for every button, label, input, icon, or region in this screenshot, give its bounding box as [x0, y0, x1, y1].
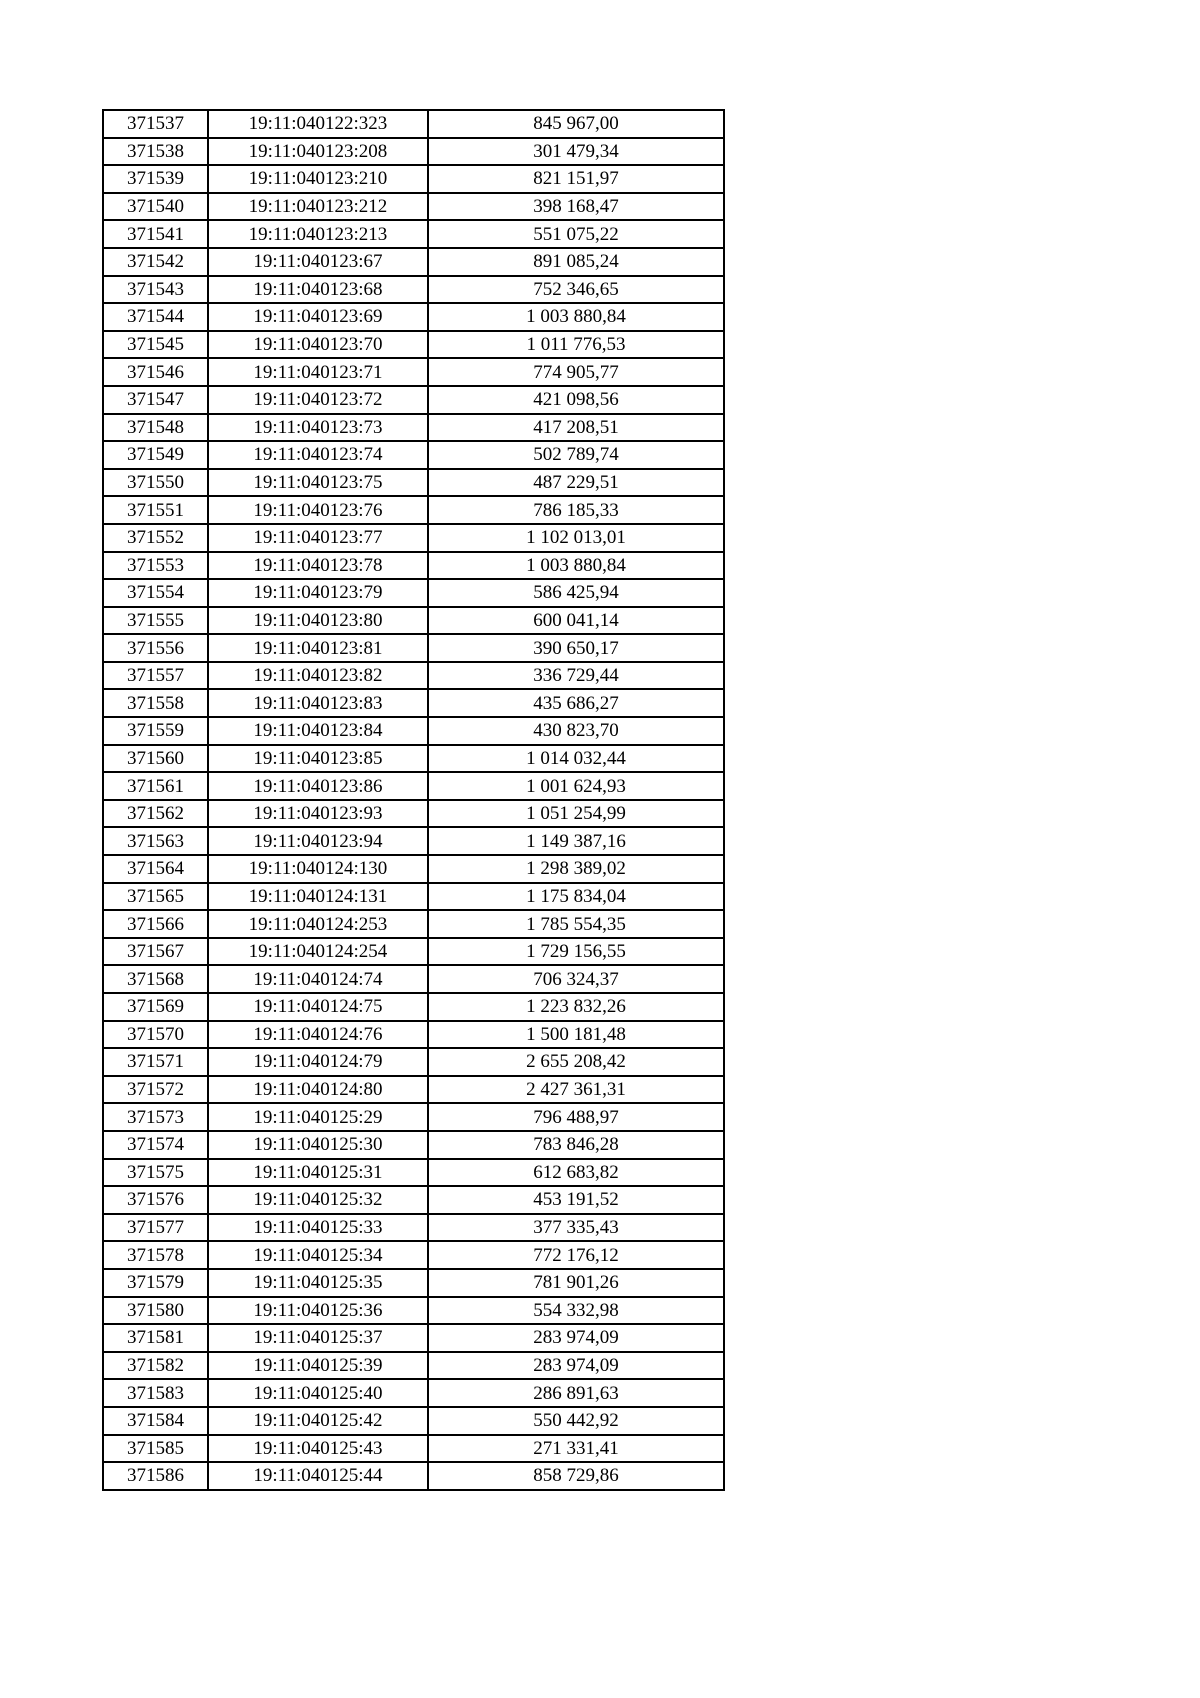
table-row: [103, 827, 724, 855]
row-number-cell: 371561: [103, 772, 208, 800]
cadastral-number-cell: 19:11:040125:30: [208, 1131, 428, 1159]
row-number-cell: 371579: [103, 1269, 208, 1297]
row-number-cell: 371584: [103, 1407, 208, 1435]
cadastral-number-cell: 19:11:040123:73: [208, 414, 428, 442]
table-row: [103, 607, 724, 635]
cadastral-value-cell: 858 729,86: [428, 1462, 724, 1490]
table-row: [103, 1407, 724, 1435]
table-row: [103, 717, 724, 745]
cadastral-number-cell: 19:11:040123:78: [208, 552, 428, 580]
row-number-cell: 371570: [103, 1021, 208, 1049]
cadastral-number-cell: 19:11:040124:75: [208, 993, 428, 1021]
cadastral-value-cell: 1 223 832,26: [428, 993, 724, 1021]
row-number-cell: 371573: [103, 1103, 208, 1131]
row-number-cell: 371552: [103, 524, 208, 552]
cadastral-number-cell: 19:11:040123:79: [208, 579, 428, 607]
row-number-cell: 371543: [103, 276, 208, 304]
row-number-cell: 371574: [103, 1131, 208, 1159]
cadastral-value-cell: 301 479,34: [428, 138, 724, 166]
cadastral-number-cell: 19:11:040124:131: [208, 883, 428, 911]
table-row: [103, 414, 724, 442]
table-row: [103, 1379, 724, 1407]
row-number-cell: 371550: [103, 469, 208, 497]
cadastral-value-cell: 781 901,26: [428, 1269, 724, 1297]
cadastral-number-cell: 19:11:040123:72: [208, 386, 428, 414]
row-number-cell: 371556: [103, 634, 208, 662]
table-row: [103, 965, 724, 993]
cadastral-number-cell: 19:11:040123:85: [208, 745, 428, 773]
cadastral-number-cell: 19:11:040125:37: [208, 1324, 428, 1352]
cadastral-value-cell: 1 729 156,55: [428, 938, 724, 966]
cadastral-number-cell: 19:11:040125:36: [208, 1297, 428, 1325]
table-row: [103, 386, 724, 414]
cadastral-number-cell: 19:11:040123:77: [208, 524, 428, 552]
row-number-cell: 371582: [103, 1352, 208, 1380]
cadastral-number-cell: 19:11:040125:43: [208, 1435, 428, 1463]
cadastral-number-cell: 19:11:040123:71: [208, 358, 428, 386]
table-row: [103, 165, 724, 193]
cadastral-number-cell: 19:11:040124:254: [208, 938, 428, 966]
row-number-cell: 371583: [103, 1379, 208, 1407]
cadastral-value-cell: 1 014 032,44: [428, 745, 724, 773]
cadastral-value-cell: 774 905,77: [428, 358, 724, 386]
table-row: [103, 1462, 724, 1490]
cadastral-value-cell: 453 191,52: [428, 1186, 724, 1214]
table-row: [103, 1241, 724, 1269]
cadastral-value-table: [102, 109, 725, 1491]
cadastral-value-cell: 554 332,98: [428, 1297, 724, 1325]
cadastral-number-cell: 19:11:040125:35: [208, 1269, 428, 1297]
cadastral-number-cell: 19:11:040123:93: [208, 800, 428, 828]
row-number-cell: 371564: [103, 855, 208, 883]
cadastral-value-cell: 1 785 554,35: [428, 910, 724, 938]
table-row: [103, 1297, 724, 1325]
cadastral-value-cell: 1 051 254,99: [428, 800, 724, 828]
cadastral-value-cell: 417 208,51: [428, 414, 724, 442]
row-number-cell: 371557: [103, 662, 208, 690]
table-row: [103, 772, 724, 800]
row-number-cell: 371565: [103, 883, 208, 911]
table-row: [103, 938, 724, 966]
cadastral-value-cell: 1 500 181,48: [428, 1021, 724, 1049]
cadastral-value-cell: 783 846,28: [428, 1131, 724, 1159]
cadastral-value-cell: 706 324,37: [428, 965, 724, 993]
cadastral-value-cell: 502 789,74: [428, 441, 724, 469]
cadastral-number-cell: 19:11:040123:210: [208, 165, 428, 193]
table-row: [103, 441, 724, 469]
cadastral-value-cell: 390 650,17: [428, 634, 724, 662]
row-number-cell: 371580: [103, 1297, 208, 1325]
cadastral-value-cell: 430 823,70: [428, 717, 724, 745]
cadastral-number-cell: 19:11:040123:212: [208, 193, 428, 221]
cadastral-number-cell: 19:11:040125:29: [208, 1103, 428, 1131]
row-number-cell: 371560: [103, 745, 208, 773]
row-number-cell: 371551: [103, 496, 208, 524]
cadastral-value-cell: 487 229,51: [428, 469, 724, 497]
cadastral-value-cell: 1 175 834,04: [428, 883, 724, 911]
cadastral-number-cell: 19:11:040124:79: [208, 1048, 428, 1076]
row-number-cell: 371546: [103, 358, 208, 386]
cadastral-number-cell: 19:11:040123:213: [208, 220, 428, 248]
table-row: [103, 138, 724, 166]
table-body: [103, 110, 724, 1490]
cadastral-value-cell: 421 098,56: [428, 386, 724, 414]
cadastral-number-cell: 19:11:040125:31: [208, 1159, 428, 1187]
row-number-cell: 371563: [103, 827, 208, 855]
row-number-cell: 371558: [103, 689, 208, 717]
cadastral-value-cell: 283 974,09: [428, 1324, 724, 1352]
table-row: [103, 1103, 724, 1131]
table-row: [103, 496, 724, 524]
cadastral-number-cell: 19:11:040125:42: [208, 1407, 428, 1435]
table-row: [103, 883, 724, 911]
cadastral-number-cell: 19:11:040123:70: [208, 331, 428, 359]
row-number-cell: 371585: [103, 1435, 208, 1463]
row-number-cell: 371544: [103, 303, 208, 331]
table-row: [103, 745, 724, 773]
row-number-cell: 371549: [103, 441, 208, 469]
cadastral-number-cell: 19:11:040124:130: [208, 855, 428, 883]
table-row: [103, 1186, 724, 1214]
row-number-cell: 371553: [103, 552, 208, 580]
cadastral-value-cell: 1 003 880,84: [428, 552, 724, 580]
cadastral-number-cell: 19:11:040124:80: [208, 1076, 428, 1104]
cadastral-value-cell: 752 346,65: [428, 276, 724, 304]
cadastral-value-cell: 821 151,97: [428, 165, 724, 193]
cadastral-value-cell: 612 683,82: [428, 1159, 724, 1187]
row-number-cell: 371576: [103, 1186, 208, 1214]
cadastral-value-cell: 550 442,92: [428, 1407, 724, 1435]
row-number-cell: 371571: [103, 1048, 208, 1076]
cadastral-value-cell: 586 425,94: [428, 579, 724, 607]
cadastral-number-cell: 19:11:040125:44: [208, 1462, 428, 1490]
table-row: [103, 331, 724, 359]
cadastral-value-cell: 435 686,27: [428, 689, 724, 717]
table-row: [103, 800, 724, 828]
cadastral-number-cell: 19:11:040123:81: [208, 634, 428, 662]
row-number-cell: 371586: [103, 1462, 208, 1490]
row-number-cell: 371554: [103, 579, 208, 607]
cadastral-value-cell: 772 176,12: [428, 1241, 724, 1269]
cadastral-value-cell: 1 298 389,02: [428, 855, 724, 883]
row-number-cell: 371578: [103, 1241, 208, 1269]
cadastral-number-cell: 19:11:040124:76: [208, 1021, 428, 1049]
table-row: [103, 855, 724, 883]
row-number-cell: 371547: [103, 386, 208, 414]
cadastral-value-cell: 271 331,41: [428, 1435, 724, 1463]
row-number-cell: 371581: [103, 1324, 208, 1352]
row-number-cell: 371562: [103, 800, 208, 828]
cadastral-number-cell: 19:11:040125:32: [208, 1186, 428, 1214]
table-row: [103, 1352, 724, 1380]
cadastral-number-cell: 19:11:040123:76: [208, 496, 428, 524]
cadastral-value-cell: 283 974,09: [428, 1352, 724, 1380]
cadastral-value-cell: 336 729,44: [428, 662, 724, 690]
row-number-cell: 371559: [103, 717, 208, 745]
cadastral-value-cell: 891 085,24: [428, 248, 724, 276]
cadastral-value-cell: 1 003 880,84: [428, 303, 724, 331]
cadastral-number-cell: 19:11:040124:74: [208, 965, 428, 993]
table-row: [103, 1159, 724, 1187]
row-number-cell: 371575: [103, 1159, 208, 1187]
row-number-cell: 371539: [103, 165, 208, 193]
cadastral-value-cell: 2 427 361,31: [428, 1076, 724, 1104]
cadastral-number-cell: 19:11:040123:67: [208, 248, 428, 276]
row-number-cell: 371577: [103, 1214, 208, 1242]
cadastral-value-cell: 845 967,00: [428, 110, 724, 138]
cadastral-number-cell: 19:11:040123:69: [208, 303, 428, 331]
row-number-cell: 371545: [103, 331, 208, 359]
cadastral-number-cell: 19:11:040125:39: [208, 1352, 428, 1380]
cadastral-number-cell: 19:11:040123:82: [208, 662, 428, 690]
cadastral-value-cell: 786 185,33: [428, 496, 724, 524]
row-number-cell: 371555: [103, 607, 208, 635]
cadastral-value-cell: 796 488,97: [428, 1103, 724, 1131]
table-row: [103, 303, 724, 331]
table-row: [103, 662, 724, 690]
cadastral-number-cell: 19:11:040123:75: [208, 469, 428, 497]
cadastral-number-cell: 19:11:040123:68: [208, 276, 428, 304]
cadastral-value-cell: 1 001 624,93: [428, 772, 724, 800]
table-row: [103, 1131, 724, 1159]
table-row: [103, 524, 724, 552]
table-row: [103, 1324, 724, 1352]
table-row: [103, 1269, 724, 1297]
cadastral-number-cell: 19:11:040123:83: [208, 689, 428, 717]
cadastral-value-cell: 398 168,47: [428, 193, 724, 221]
table-row: [103, 1435, 724, 1463]
cadastral-value-cell: 1 149 387,16: [428, 827, 724, 855]
cadastral-number-cell: 19:11:040123:74: [208, 441, 428, 469]
table-row: [103, 993, 724, 1021]
table-row: [103, 110, 724, 138]
table-row: [103, 634, 724, 662]
cadastral-number-cell: 19:11:040123:86: [208, 772, 428, 800]
cadastral-number-cell: 19:11:040125:40: [208, 1379, 428, 1407]
table-row: [103, 1021, 724, 1049]
cadastral-number-cell: 19:11:040124:253: [208, 910, 428, 938]
cadastral-number-cell: 19:11:040123:94: [208, 827, 428, 855]
table-row: [103, 1214, 724, 1242]
row-number-cell: 371568: [103, 965, 208, 993]
table-row: [103, 689, 724, 717]
cadastral-value-cell: 1 011 776,53: [428, 331, 724, 359]
table-row: [103, 579, 724, 607]
table-row: [103, 248, 724, 276]
table-row: [103, 469, 724, 497]
row-number-cell: 371548: [103, 414, 208, 442]
cadastral-number-cell: 19:11:040122:323: [208, 110, 428, 138]
row-number-cell: 371540: [103, 193, 208, 221]
table-row: [103, 276, 724, 304]
cadastral-number-cell: 19:11:040125:33: [208, 1214, 428, 1242]
row-number-cell: 371538: [103, 138, 208, 166]
row-number-cell: 371542: [103, 248, 208, 276]
cadastral-number-cell: 19:11:040123:80: [208, 607, 428, 635]
cadastral-value-cell: 2 655 208,42: [428, 1048, 724, 1076]
row-number-cell: 371572: [103, 1076, 208, 1104]
cadastral-value-cell: 600 041,14: [428, 607, 724, 635]
row-number-cell: 371541: [103, 220, 208, 248]
cadastral-value-cell: 1 102 013,01: [428, 524, 724, 552]
table-row: [103, 220, 724, 248]
row-number-cell: 371566: [103, 910, 208, 938]
table-row: [103, 193, 724, 221]
row-number-cell: 371537: [103, 110, 208, 138]
table-row: [103, 910, 724, 938]
cadastral-number-cell: 19:11:040125:34: [208, 1241, 428, 1269]
cadastral-number-cell: 19:11:040123:208: [208, 138, 428, 166]
cadastral-value-cell: 286 891,63: [428, 1379, 724, 1407]
table-row: [103, 358, 724, 386]
cadastral-number-cell: 19:11:040123:84: [208, 717, 428, 745]
table-row: [103, 1076, 724, 1104]
row-number-cell: 371567: [103, 938, 208, 966]
cadastral-value-cell: 377 335,43: [428, 1214, 724, 1242]
table-row: [103, 1048, 724, 1076]
cadastral-value-cell: 551 075,22: [428, 220, 724, 248]
row-number-cell: 371569: [103, 993, 208, 1021]
table-row: [103, 552, 724, 580]
